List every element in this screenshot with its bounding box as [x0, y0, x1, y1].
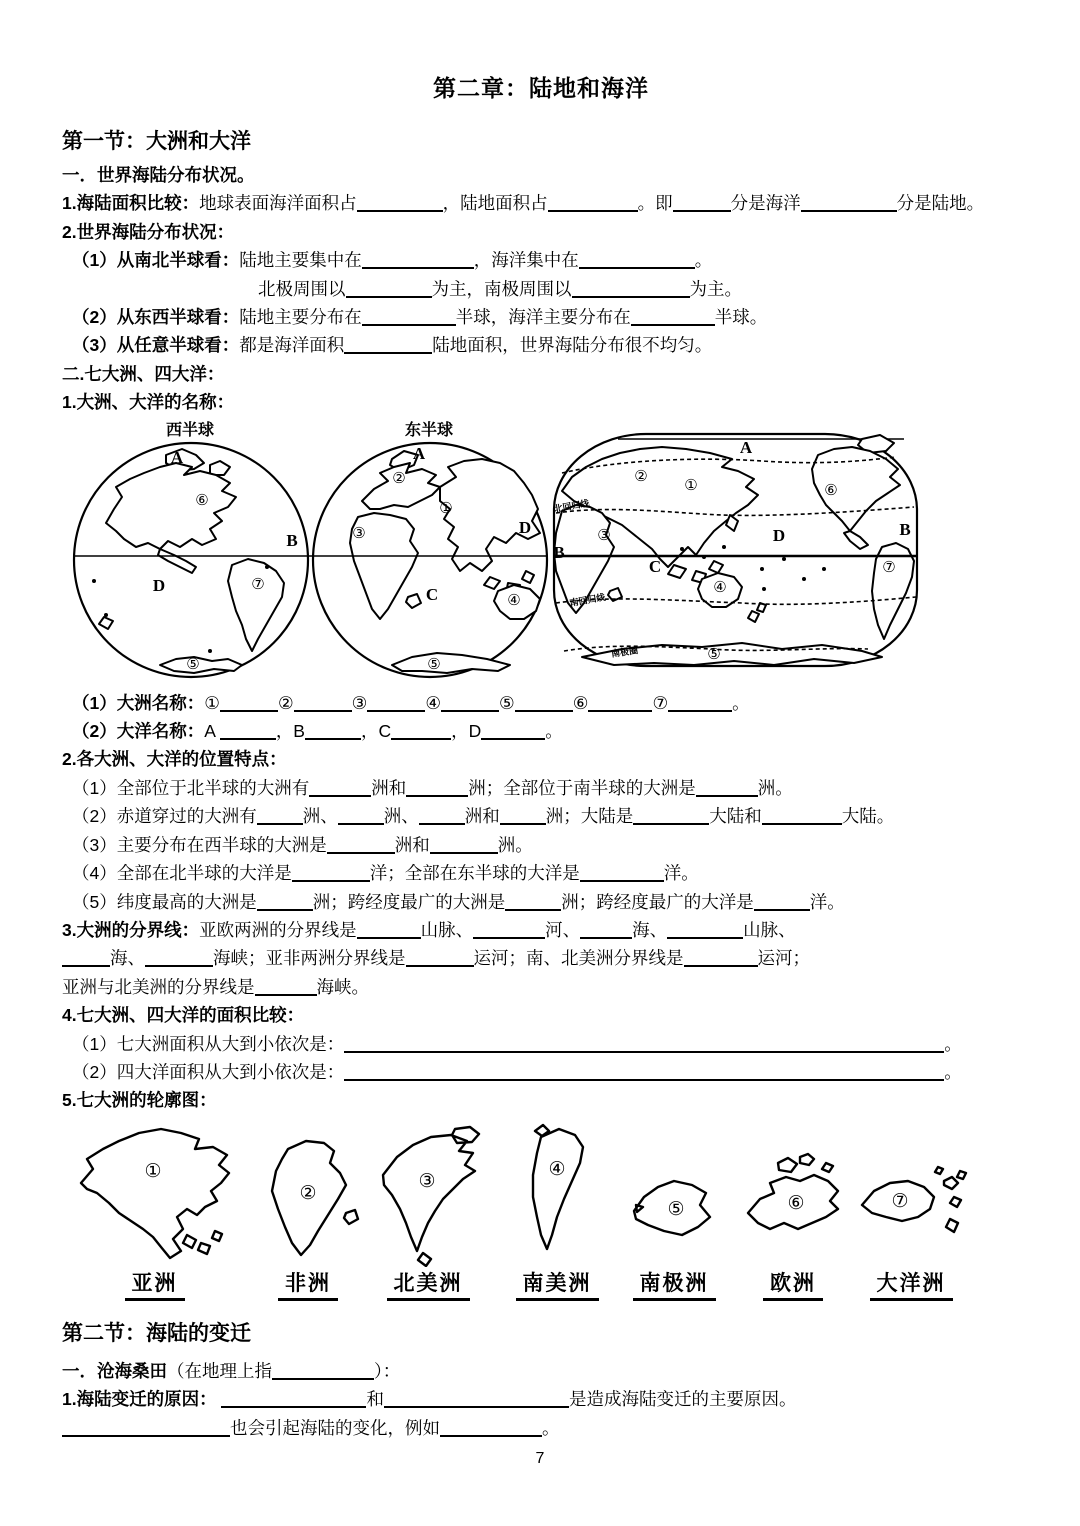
line-text: 是造成海陆变迁的主要原因。 [568, 1389, 797, 1410]
worksheet-content [62, 70, 1020, 1442]
line-text: 洲、 [383, 806, 419, 827]
map-label: C [648, 556, 662, 576]
map-label: B [899, 519, 911, 539]
map-label: ⑤ [707, 644, 721, 663]
blank-field [257, 806, 303, 825]
line-text: ① [204, 692, 220, 713]
line-text: 为主，南极周围以 [431, 278, 572, 299]
line-text: 洲和 [464, 806, 500, 827]
continent-name [367, 1267, 489, 1301]
line-label: （3）从任意半球看： [72, 335, 240, 356]
blank-field [430, 835, 498, 854]
line-label: （2）从东西半球看： [72, 307, 240, 328]
worksheet-line [62, 689, 1020, 717]
continent-shape [81, 1129, 229, 1258]
line-text: 山脉、 [420, 919, 474, 940]
continent-name [850, 1267, 972, 1301]
worksheet-line [62, 246, 1020, 274]
continent-name [620, 1267, 728, 1301]
line-text: 亚洲与北美洲的分界线是 [62, 976, 255, 997]
continent-name-text: 北美洲 [387, 1267, 470, 1301]
line-text: 山脉、 [743, 919, 796, 940]
line-text: 大陆和 [709, 806, 762, 827]
blank-field [62, 1418, 230, 1437]
section-1-heading: 第一节：大洲和大洋 [62, 130, 251, 153]
worksheet-line [62, 331, 1020, 359]
line-text: 分是陆地。 [896, 193, 985, 214]
map-parallel-label: 北回归线 [552, 497, 591, 514]
blank-field [500, 806, 546, 825]
line-text: 洋；全部在东半球的大洋是 [369, 863, 580, 884]
blank-field [338, 806, 384, 825]
map-label: ② [634, 466, 648, 485]
worksheet-line [62, 916, 1020, 944]
map-label: D [772, 525, 786, 545]
worksheet-line [62, 275, 1020, 303]
line-text: ，陆地面积占 [442, 193, 548, 214]
blank-field [579, 250, 695, 269]
blank-field [344, 1062, 944, 1081]
worksheet-line [62, 859, 1020, 887]
line-label: 一．沧海桑田 [62, 1360, 167, 1381]
blank-field [384, 1389, 569, 1408]
continent-name [507, 1267, 607, 1301]
continent-name [254, 1267, 362, 1301]
blank-field [572, 279, 690, 298]
blank-field [346, 279, 432, 298]
line-text: ）： [374, 1360, 401, 1381]
line-text: 海峡。 [316, 976, 369, 997]
line-text: （2）四大洋面积从大到小依次是： [72, 1061, 345, 1082]
line-label: 3.大洲的分界线： [62, 919, 200, 940]
map-label: B [286, 530, 298, 550]
chapter-title: 第二章：陆地和海洋 [433, 75, 649, 101]
line-text: 洲。 [497, 834, 533, 855]
blank-field [668, 693, 732, 712]
line-text: 分是海洋 [730, 193, 801, 214]
blank-field [419, 806, 465, 825]
blank-field [441, 693, 499, 712]
blank-field [762, 806, 842, 825]
blank-field [631, 307, 715, 326]
line-text: 和 [366, 1389, 384, 1410]
item-2-heading: 2.世界海陆分布状况： [62, 221, 235, 242]
line-text: ② [277, 692, 294, 713]
continent-number: ⑥ [787, 1191, 805, 1214]
blank-field [357, 920, 421, 939]
line-text: 。 [694, 250, 713, 271]
part-2-heading: 二.七大洲、四大洋： [62, 363, 225, 384]
worksheet-line [62, 1414, 1020, 1442]
worksheet-line [62, 1357, 1020, 1385]
map-label: B [553, 542, 565, 562]
continent-shape [533, 1125, 583, 1249]
continent-outline-7 [850, 1155, 972, 1260]
hemisphere-maps-figure [62, 419, 1020, 683]
continent-name-text: 大洋洲 [870, 1267, 953, 1301]
blank-field [344, 1034, 944, 1053]
worksheet-line [62, 189, 1020, 217]
line-label: （1）从南北半球看： [72, 250, 240, 271]
line-label: （2）大洋名称： [72, 721, 205, 742]
blank-field [344, 335, 432, 354]
blank-field [220, 693, 278, 712]
blank-field [548, 193, 638, 212]
blank-field [391, 721, 451, 740]
line-text: （1）七大洲面积从大到小依次是： [72, 1033, 345, 1054]
map-label: D [518, 517, 532, 537]
blank-field [257, 892, 313, 911]
line-text: 洲。 [757, 777, 793, 798]
continent-outline-5 [620, 1163, 728, 1264]
line-text: 海峡；亚非两洲分界线是 [213, 948, 406, 969]
map-label: D [152, 575, 166, 595]
line-label: 1.海陆变迁的原因： [62, 1389, 217, 1410]
worksheet-line [62, 303, 1020, 331]
line-text: 陆地主要分布在 [239, 307, 362, 328]
continent-outlines-figure [62, 1117, 1020, 1305]
section-2-heading: 第二节：海陆的变迁 [62, 1321, 251, 1345]
line-text: 洲和 [394, 834, 430, 855]
blank-field [754, 892, 810, 911]
blank-field [272, 1361, 374, 1380]
line-text: 。 [944, 1033, 962, 1054]
world-maps-svg [62, 419, 1020, 683]
blank-field [221, 1389, 366, 1408]
continent-number: ⑦ [891, 1189, 909, 1212]
map-label: ② [392, 468, 406, 487]
line-text: ，海洋集中在 [473, 250, 579, 271]
line-text: 为主。 [689, 278, 742, 299]
map-label: ⑦ [251, 574, 265, 593]
worksheet-line [62, 944, 1020, 972]
line-text: ，D [451, 721, 482, 742]
line-text: 运河； [757, 948, 810, 969]
line-text: 北极周围以 [258, 278, 346, 299]
blank-field [305, 721, 361, 740]
line-text: ⑦ [652, 692, 669, 713]
item-names-heading: 1.大洲、大洋的名称： [62, 392, 235, 413]
continent-name [67, 1267, 242, 1301]
blank-field [633, 806, 709, 825]
line-text: 洋。 [663, 863, 699, 884]
worksheet-line [62, 888, 1020, 916]
line-text: 洲；跨经度最广的大洲是 [312, 891, 506, 912]
line-text: 洋。 [809, 891, 845, 912]
blank-field [292, 863, 370, 882]
part-1-heading: 一．世界海陆分布状况。 [62, 165, 255, 185]
worksheet-line [62, 831, 1020, 859]
blank-field [673, 193, 731, 212]
line-text: 也会引起海陆的变化，例如 [230, 1417, 440, 1438]
line-text: 。 [732, 692, 750, 713]
worksheet-line [62, 1058, 1020, 1086]
continent-shape [862, 1167, 966, 1232]
continent-name [734, 1267, 852, 1301]
map-label: A [412, 443, 426, 463]
continent-number: ④ [548, 1157, 566, 1180]
map-label: A [739, 437, 753, 457]
line-text: （3）主要分布在西半球的大洲是 [72, 834, 327, 855]
worksheet-line [62, 1030, 1020, 1058]
map-parallel-label: 南回归线 [568, 591, 607, 608]
line-text: 陆地主要集中在 [239, 250, 362, 271]
map-label: ④ [713, 577, 727, 596]
blank-field [684, 948, 758, 967]
map-label: ① [684, 475, 698, 494]
continent-name-text: 南美洲 [516, 1267, 599, 1301]
map-label: ① [439, 498, 453, 517]
map-label: ③ [597, 525, 611, 544]
map-label: C [425, 584, 439, 604]
line-text: 海、 [110, 948, 145, 969]
line-text: （2）赤道穿过的大洲有 [72, 806, 257, 827]
blank-field [801, 193, 897, 212]
blank-field [367, 693, 425, 712]
line-text: 半球，海洋主要分布在 [455, 307, 631, 328]
line-text: 。 [542, 1417, 560, 1438]
line-text: 都是海洋面积 [239, 335, 345, 356]
line-text: 。 [944, 1061, 962, 1082]
map-label: ⑤ [427, 654, 441, 673]
worksheet-line [62, 774, 1020, 802]
continent-shape [383, 1127, 479, 1266]
continent-number: ① [144, 1159, 162, 1182]
line-text: 地球表面海洋面积占 [199, 193, 357, 214]
blank-field [580, 920, 632, 939]
blank-field [362, 307, 456, 326]
line-text: 陆地面积，世界海陆分布很不均匀。 [432, 335, 713, 356]
line-text: ⑤ [499, 692, 515, 713]
map-label: ⑤ [186, 654, 200, 673]
blank-field [145, 948, 213, 967]
line-text: 洲和 [371, 777, 407, 798]
continent-name-text: 南极洲 [633, 1267, 716, 1301]
line-label: 1.海陆面积比较： [62, 193, 200, 214]
map-label: ⑦ [882, 557, 896, 576]
line-text: 洲；大陆是 [545, 806, 634, 827]
line-text: 洲；全部位于南半球的大洲是 [468, 777, 696, 798]
page-number: 7 [535, 1450, 545, 1467]
line-text: 半球。 [714, 307, 768, 328]
item-position-heading: 2.各大洲、大洋的位置特点： [62, 749, 287, 770]
line-text: ④ [425, 692, 442, 713]
item-outline-heading: 5.七大洲的轮廓图： [62, 1090, 217, 1111]
blank-field [255, 977, 317, 996]
blank-field [440, 1418, 542, 1437]
blank-field [696, 778, 758, 797]
line-text: 运河；南、北美洲分界线是 [473, 948, 684, 969]
blank-field [309, 778, 371, 797]
line-text: 大陆。 [841, 806, 895, 827]
blank-field [667, 920, 743, 939]
map-parallel-label: 南极圈 [610, 644, 639, 659]
continent-name-text: 亚洲 [125, 1267, 185, 1301]
line-text: ，C [361, 721, 392, 742]
blank-field [580, 863, 664, 882]
worksheet-line [62, 1385, 1020, 1413]
continent-outline-2 [254, 1133, 362, 1268]
blank-field [357, 193, 443, 212]
blank-field [327, 835, 395, 854]
continent-number: ⑤ [667, 1197, 685, 1220]
line-text: 。 [545, 721, 563, 742]
blank-field [62, 948, 110, 967]
item-area-heading: 4.七大洲、四大洋的面积比较： [62, 1005, 305, 1026]
continent-name-text: 非洲 [278, 1267, 338, 1301]
map-label: A [170, 447, 184, 467]
blank-field [505, 892, 561, 911]
continent-number: ② [299, 1181, 317, 1204]
line-text: （5）纬度最高的大洲是 [72, 891, 257, 912]
blank-field [515, 693, 573, 712]
blank-field [481, 721, 545, 740]
line-text: （在地理上指 [167, 1360, 272, 1381]
worksheet-line [62, 973, 1020, 1001]
blank-field [294, 693, 352, 712]
worksheet-line [62, 717, 1020, 745]
map-label: ⑥ [195, 490, 209, 509]
line-text: 。即 [637, 193, 673, 214]
line-text: ，B [275, 721, 305, 742]
line-text: 洲；跨经度最广的大洋是 [561, 891, 754, 912]
map-label: ④ [507, 590, 521, 609]
line-text: （1）全部位于北半球的大洲有 [72, 777, 310, 798]
line-text: 亚欧两洲的分界线是 [199, 919, 357, 940]
blank-field [220, 721, 276, 740]
line-label: （1）大洲名称： [72, 692, 205, 713]
blank-field [473, 920, 545, 939]
line-text: A [204, 721, 220, 742]
worksheet-line [62, 802, 1020, 830]
map-label: ⑥ [824, 480, 838, 499]
continent-outline-6 [734, 1151, 852, 1264]
line-text: 海、 [632, 919, 668, 940]
line-text: 洲、 [302, 806, 338, 827]
line-text: （4）全部在北半球的大洋是 [72, 863, 292, 884]
continent-number: ③ [418, 1169, 436, 1192]
line-text: 河、 [545, 919, 581, 940]
west-hemisphere-title: 西半球 [165, 421, 214, 439]
continent-outline-3 [367, 1125, 489, 1272]
continent-outline-4 [507, 1121, 607, 1268]
continent-outline-1 [67, 1119, 242, 1268]
map-label: ③ [352, 523, 366, 542]
blank-field [406, 778, 468, 797]
east-hemisphere-title: 东半球 [404, 421, 453, 439]
blank-field [406, 948, 474, 967]
continent-name-text: 欧洲 [763, 1267, 823, 1301]
blank-field [588, 693, 652, 712]
line-text: ③ [351, 692, 368, 713]
blank-field [362, 250, 474, 269]
line-text: ⑥ [572, 692, 589, 713]
